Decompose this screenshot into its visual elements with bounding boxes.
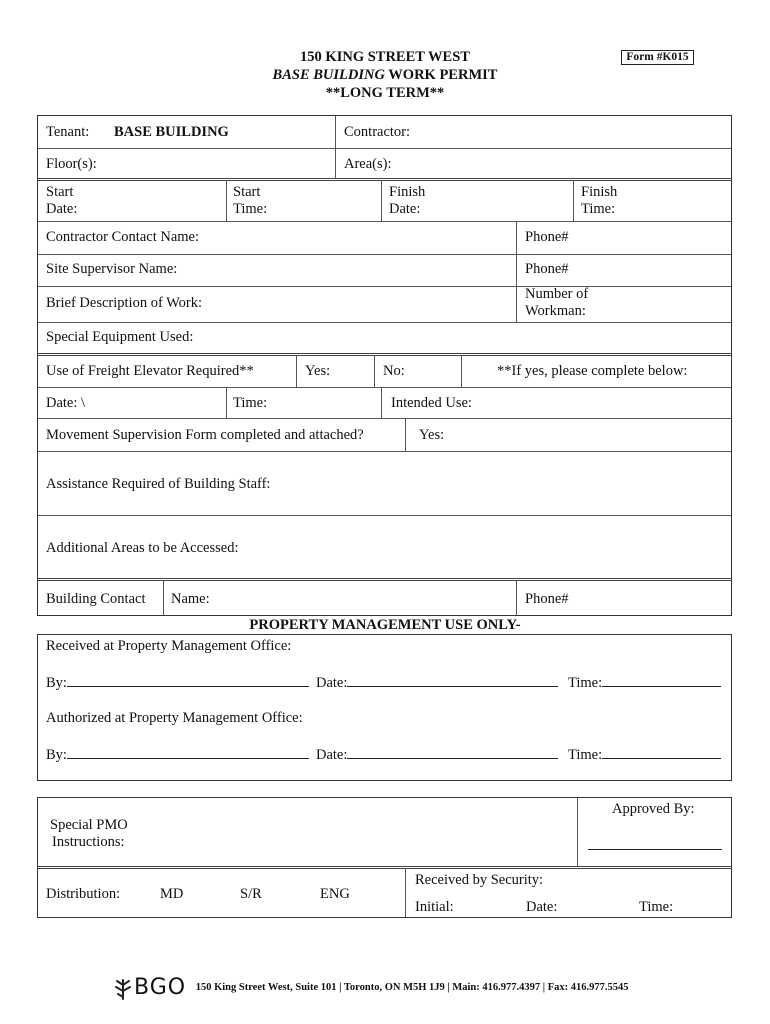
finish-date-label-2: Date:: [389, 201, 421, 217]
tenant-value: BASE BUILDING: [114, 124, 229, 140]
additional-areas-label: Additional Areas to be Accessed:: [46, 540, 239, 556]
approved-by-line[interactable]: [588, 849, 722, 850]
date-label: Date: \: [46, 395, 86, 411]
authorized-time-line[interactable]: [602, 746, 721, 759]
authorized-date-line[interactable]: [347, 746, 558, 759]
finish-time-label-1: Finish: [581, 184, 618, 200]
finish-time-label-2: Time:: [581, 201, 616, 217]
received-time-label: Time:: [568, 675, 603, 691]
security-date-label: Date:: [526, 899, 558, 915]
received-time-row: [568, 674, 721, 692]
start-date-label-2: Date:: [46, 201, 78, 217]
leaf-icon: [112, 976, 134, 1000]
contractor-phone-label: Phone#: [525, 229, 569, 245]
received-at-pmo-label: Received at Property Management Office:: [46, 638, 292, 654]
tenant-label: Tenant:: [46, 124, 90, 140]
movement-yes-label: Yes:: [419, 427, 445, 443]
distribution-md: MD: [160, 886, 184, 902]
received-date-line[interactable]: [347, 674, 558, 687]
header-line-1: 150 KING STREET WEST: [300, 49, 470, 65]
assistance-label: Assistance Required of Building Staff:: [46, 476, 271, 492]
special-pmo-label-1: Special PMO: [50, 817, 128, 833]
freight-note: **If yes, please complete below:: [497, 363, 688, 379]
contractor-label: Contractor:: [344, 124, 411, 140]
received-date-row: [316, 674, 558, 692]
areas-label: Area(s):: [344, 156, 392, 172]
start-time-label-1: Start: [233, 184, 261, 200]
floors-label: Floor(s):: [46, 156, 97, 172]
freight-no-label: No:: [383, 363, 405, 379]
workmen-label-1: Number of: [525, 286, 589, 302]
authorized-date-row: [316, 746, 558, 764]
distribution-label: Distribution:: [46, 886, 121, 902]
supervisor-phone-label: Phone#: [525, 261, 569, 277]
header-line-2-rest: WORK PERMIT: [384, 67, 498, 83]
authorized-signature-row: [46, 746, 309, 764]
pm-use-only-heading: PROPERTY MANAGEMENT USE ONLY-: [249, 617, 521, 633]
security-time-label: Time:: [639, 899, 674, 915]
authorized-by-label: By:: [46, 747, 67, 763]
received-time-line[interactable]: [602, 674, 721, 687]
distribution-sr: S/R: [240, 886, 262, 902]
authorized-by-line[interactable]: [67, 746, 309, 759]
intended-use-label: Intended Use:: [391, 395, 472, 411]
received-by-security-label: Received by Security:: [415, 872, 544, 888]
movement-supervision-label: Movement Supervision Form completed and attached?: [46, 427, 364, 443]
header-italic: BASE BUILDING: [272, 67, 385, 83]
authorized-at-pmo-label: Authorized at Property Management Office:: [46, 710, 303, 726]
authorized-time-row: [568, 746, 721, 764]
building-contact-name-label: Name:: [171, 591, 210, 607]
received-by-line[interactable]: [67, 674, 309, 687]
received-by-label: By:: [46, 675, 67, 691]
workmen-label-2: Workman:: [525, 303, 586, 319]
contractor-contact-label: Contractor Contact Name:: [46, 229, 200, 245]
authorized-time-label: Time:: [568, 747, 603, 763]
time-label: Time:: [233, 395, 268, 411]
special-equipment-label: Special Equipment Used:: [46, 329, 194, 345]
bgo-logo: [112, 975, 186, 1000]
freight-yes-label: Yes:: [305, 363, 331, 379]
brief-description-label: Brief Description of Work:: [46, 295, 203, 311]
distribution-eng: ENG: [320, 886, 350, 902]
authorized-date-label: Date:: [316, 747, 348, 763]
received-signature-row: [46, 674, 309, 692]
start-time-label-2: Time:: [233, 201, 268, 217]
header-line-2: [0, 66, 770, 84]
bgo-logo-text: BGO: [134, 975, 187, 1000]
site-supervisor-label: Site Supervisor Name:: [46, 261, 178, 277]
building-contact-label: Building Contact: [46, 591, 146, 607]
header-line-3: **LONG TERM**: [325, 85, 445, 101]
security-initial-label: Initial:: [415, 899, 454, 915]
freight-elevator-label: Use of Freight Elevator Required**: [46, 363, 254, 379]
footer: [112, 975, 628, 1001]
approved-by-label: Approved By:: [612, 801, 695, 817]
special-pmo-label-2: Instructions:: [52, 834, 125, 850]
footer-address: 150 King Street West, Suite 101 | Toronto, ON M5H 1J9 | Main: 416.977.4397 | Fax: 416.977.5545: [195, 982, 629, 993]
building-contact-phone-label: Phone#: [525, 591, 569, 607]
form-number: Form #K015: [621, 50, 694, 65]
start-date-label-1: Start: [46, 184, 74, 200]
received-date-label: Date:: [316, 675, 348, 691]
finish-date-label-1: Finish: [389, 184, 426, 200]
